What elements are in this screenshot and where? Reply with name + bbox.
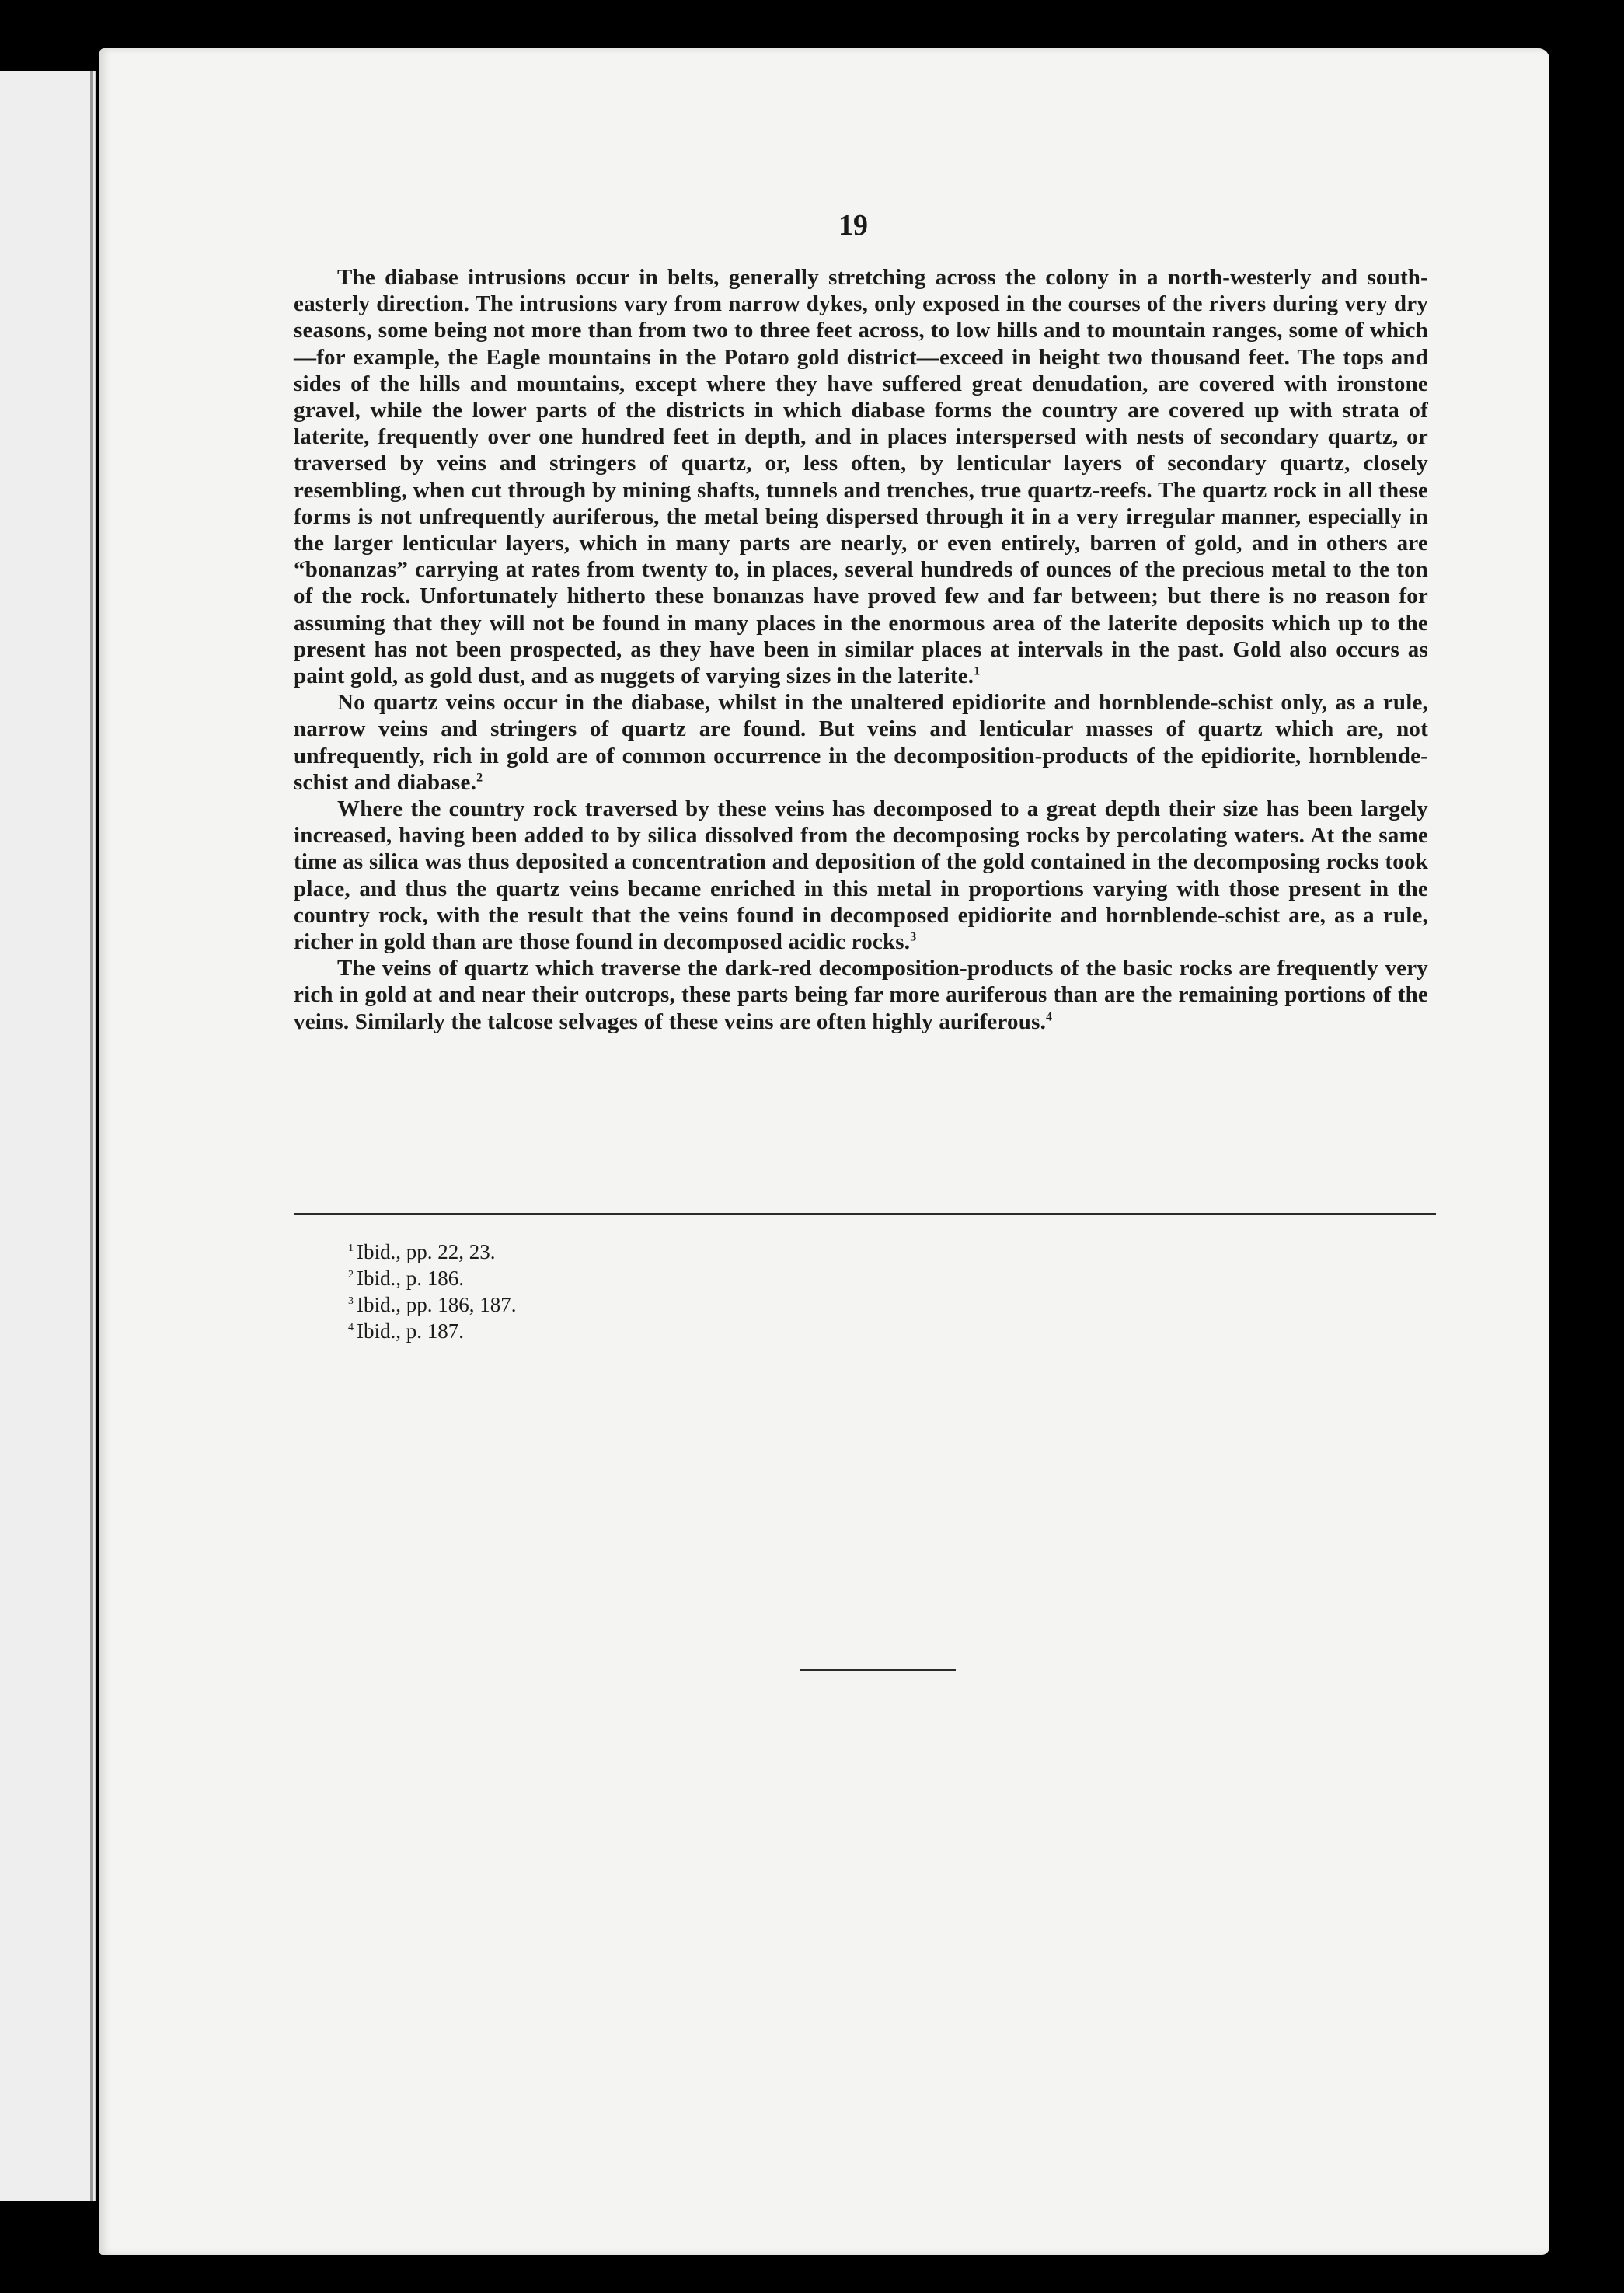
footnote-divider <box>294 1213 1436 1215</box>
footnote: $^1$ Ibid., pp. 22, 23. <box>348 1240 496 1263</box>
page-number: 19 <box>838 209 868 242</box>
footnote: $^2$ Ibid., p. 186. <box>348 1267 464 1290</box>
footnotes <box>348 1239 814 1344</box>
footnote-ref: 3 <box>910 930 917 944</box>
paragraph: The diabase intrusions occur in belts, generally stretching across the colony in a north-westerly and south-easterly direction. The intrusions vary from narrow dykes, only exposed in the courses of the rivers during very dry seasons, some being not more than from two to three feet across, to low hills and to mountain ranges, some of which—for example, the Eagle mountains in the Potaro gold district—exceed in height two thousand feet. The tops and sides of the hills and mountains, except where they have suffered great denudation, are covered with ironstone gravel, while the lower parts of the districts in which diabase forms the country are covered up with strata of laterite, frequently over one hundred feet in depth, and in places interspersed with nests of secondary quartz, or traversed by veins and stringers of quartz, or, less often, by lenticular layers of secondary quartz, closely resembling, when cut through by mining shafts, tunnels and trenches, true quartz-reefs. The quartz rock in all these forms is not unfrequently auriferous, the metal being dispersed through it in a very irregular manner, especially in the larger lenticular layers, which in many parts are nearly, or even entirely, barren of gold, and in others are “bonanzas” carrying at rates from twenty to, in places, several hundreds of ounces of the precious metal to the ton of the rock. Unfortunately hitherto these bonanzas have proved few and far between; but there is no reason for assuming that they will not be found in many places in the enormous area of the laterite deposits which up to the present has not been prospected, as they have been in similar places at intervals in the past. Gold also occurs as paint gold, as gold dust, and as nuggets of varying sizes in the laterite.$^1$ <box>294 265 1428 689</box>
paragraph: The veins of quartz which traverse the dark-red decomposition-products of the basic rocks are frequently very rich in gold at and near their outcrops, these parts being far more auriferous than are the remaining portions of the veins. Similarly the talcose selvages of these veins are often highly auriferous.$^4$ <box>294 956 1428 1034</box>
paragraph: Where the country rock traversed by these veins has decomposed to a great depth their size has been largely increased, having been added to by silica dissolved from the decomposing rocks by percolating waters. At the same time as silica was thus deposited a concentration and deposition of the gold contained in the decomposing rocks took place, and thus the quartz veins became enriched in this metal in proportions varying with those present in the country rock, with the result that the veins found in decomposed epidiorite and hornblende-schist are, as a rule, richer in gold than are those found in decomposed acidic rocks.$^3$ <box>294 796 1428 955</box>
body-text <box>294 264 1428 1035</box>
paragraph: No quartz veins occur in the diabase, whilst in the unaltered epidiorite and hornblende-schist only, as a rule, narrow veins and stringers of quartz are found. But veins and lenticular masses of quartz which are, not unfrequently, rich in gold are of common occurrence in the decomposition-products of the epidiorite, hornblende-schist and diabase.$^2$ <box>294 690 1428 795</box>
footnote: $^4$ Ibid., p. 187. <box>348 1319 464 1343</box>
section-end-rule <box>800 1669 956 1671</box>
footnote-ref: 1 <box>974 664 981 678</box>
footnote-ref: 4 <box>1046 1010 1053 1024</box>
facing-page-gutter <box>90 71 93 2201</box>
facing-page-edge <box>0 71 96 2201</box>
footnote-ref: 2 <box>476 771 483 785</box>
footnote: $^3$ Ibid., pp. 186, 187. <box>348 1293 517 1316</box>
